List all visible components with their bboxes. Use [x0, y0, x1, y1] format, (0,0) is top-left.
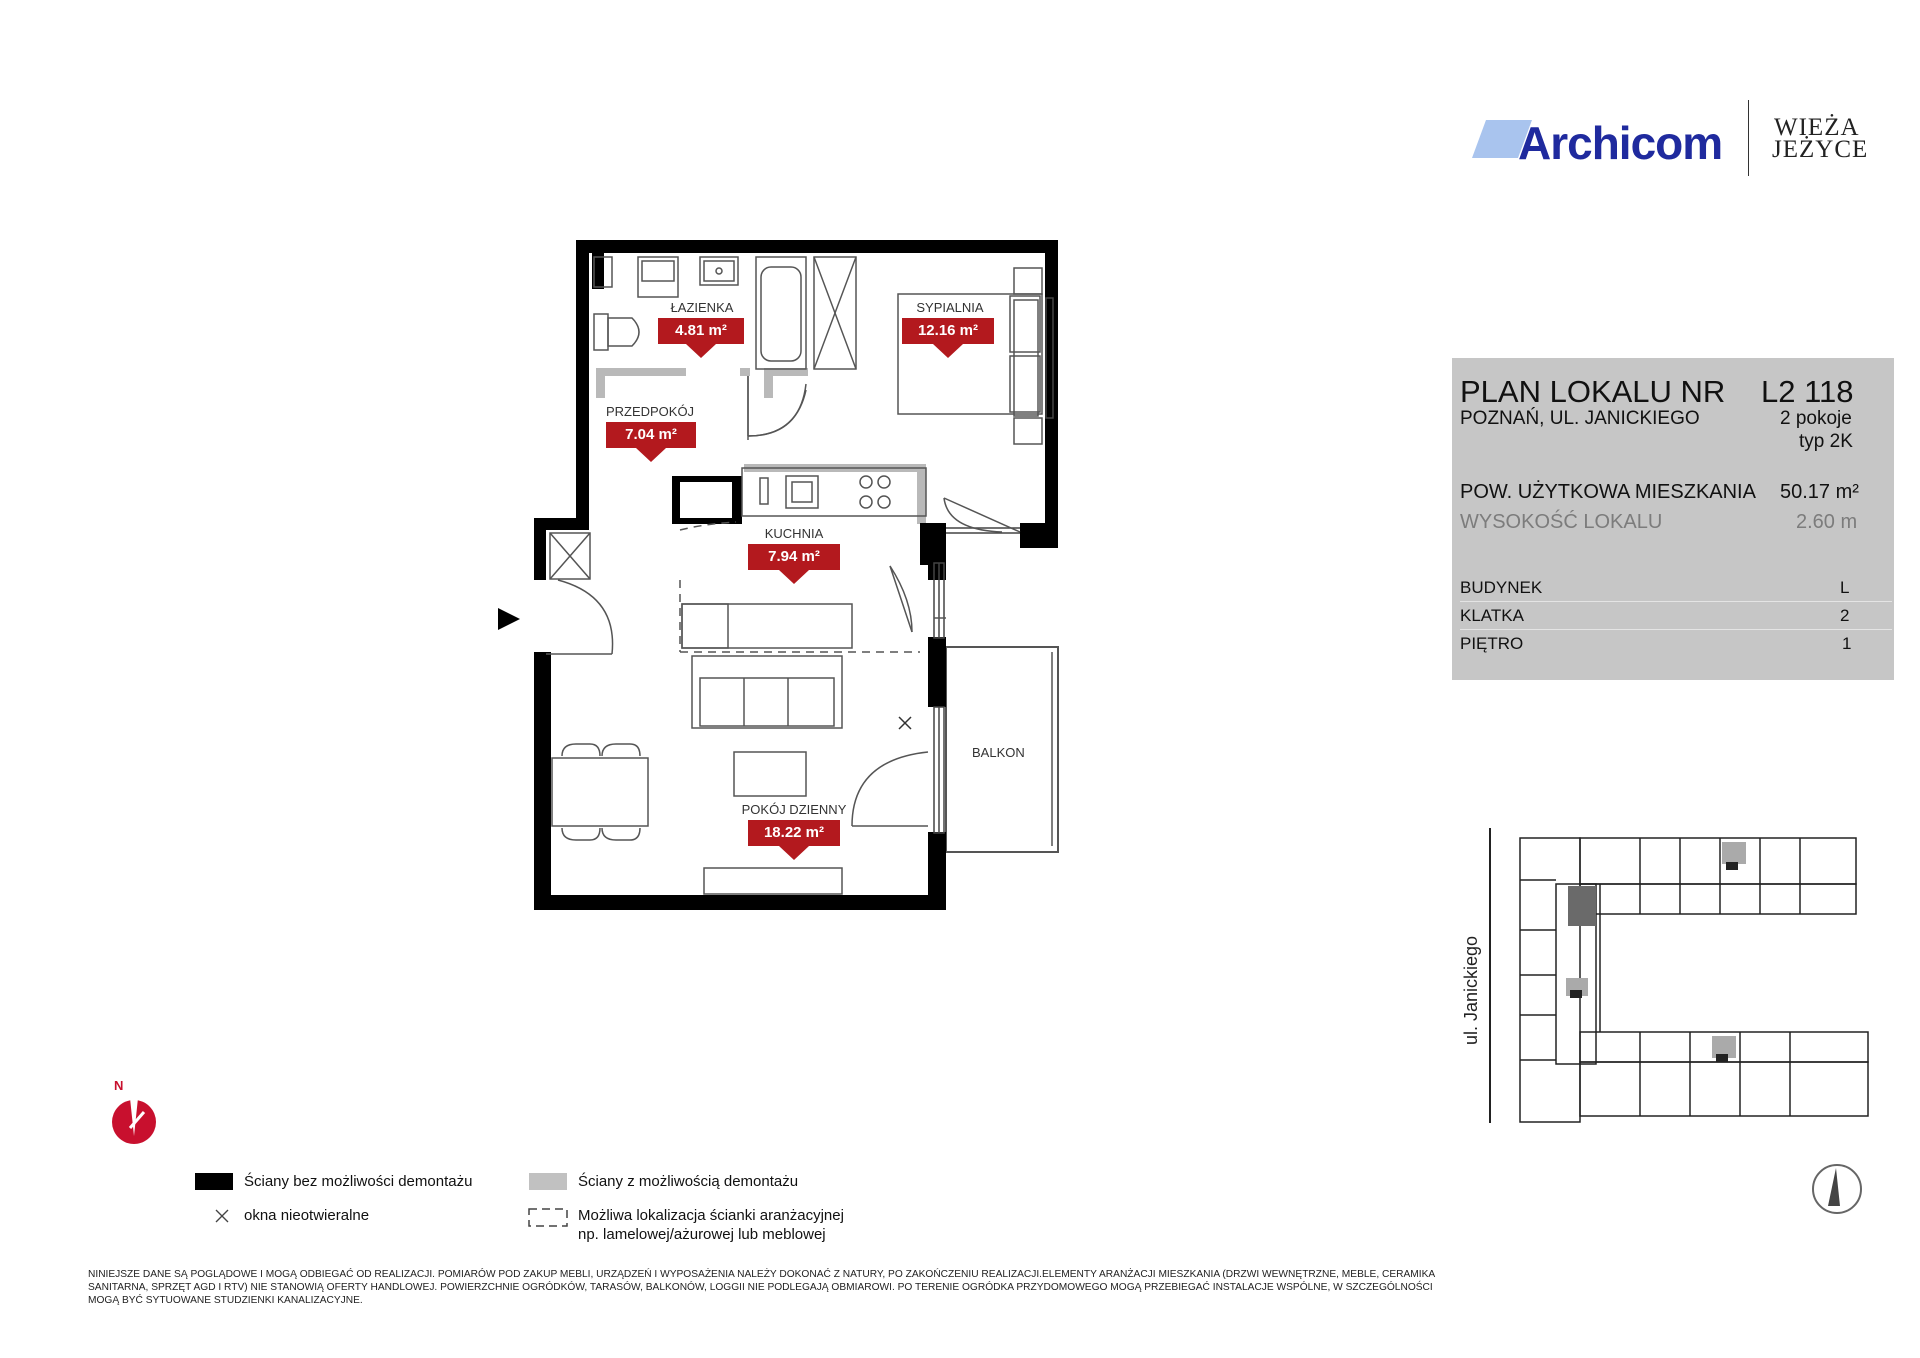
room-count: 2 pokoje	[1780, 408, 1852, 429]
disclaimer: NINIEJSZE DANE SĄ POGLĄDOWE I MOGĄ ODBIEGAĆ OD REALIZACJI. POMIARÓW POD ZAKUP MEBLI, URZĄDZEŃ I WYPOSAŻENIA NALEŻY DOKONAĆ Z NATURY, PO ZAKOŃCZENIU REALIZACJI.ELEMENTY ARANŻACJI MIESZKANIA (DRZWI WEWNĘTRZNE, MEBLE, CERAMIKA SANITARNA, SPRZĘT AGD I RTV) NIE STANOWIĄ OFERTY HANDLOWEJ. POWIERZCHNIE OGRÓDKÓW, TARASÓW, BALKONÓW, LOGGII NIE PODLEGAJĄ OBMIAROWI. PO TERENIE OGRÓDKA PRZYDOMOWEGO MOGĄ PRZEBIEGAĆ INSTALACJE WSPÓLNE, W SZCZEGÓLNOŚCI MOGĄ BYĆ SYTUOWANE STUDZIENKI KANALIZACYJNE.	[88, 1269, 1435, 1306]
dining-set	[552, 744, 648, 840]
legend-removable-walls: Ściany z możliwością demontażu	[578, 1173, 799, 1190]
area-badge-hall: 7.04 m²	[606, 422, 696, 448]
unit-address: POZNAŃ, UL. JANICKIEGO	[1460, 408, 1700, 429]
legend-removable-swatch	[529, 1173, 567, 1190]
archicom-logo-text: Archicom	[1518, 117, 1723, 169]
street-label: ul. Janickiego	[1461, 935, 1481, 1045]
room-name-balcony: BALKON	[972, 745, 1025, 760]
legend-fixed-swatch	[195, 1173, 233, 1190]
usable-area-value: 50.17 m²	[1780, 481, 1859, 503]
project-name-line1: WIEŻA	[1774, 114, 1860, 141]
unit-type: typ 2K	[1799, 431, 1853, 452]
hall-door	[748, 376, 806, 440]
kitchen-counter	[742, 468, 926, 516]
floor-label: PIĘTRO	[1460, 634, 1524, 653]
coffee-table	[734, 752, 806, 796]
area-badge-bathroom: 4.81 m²	[658, 318, 744, 344]
area-badge-kitchen: 7.94 m²	[748, 544, 840, 570]
staircase-value: 2	[1840, 606, 1850, 625]
floor-value: 1	[1842, 634, 1852, 653]
area-badge-living: 18.22 m²	[748, 820, 840, 846]
height-value: 2.60 m	[1796, 511, 1858, 533]
site-staircases	[1566, 842, 1746, 1058]
room-name-kitchen: KUCHNIA	[764, 526, 824, 541]
unit-number: L2 118	[1761, 374, 1854, 409]
room-name-bedroom: SYPIALNIA	[916, 300, 984, 315]
building-label: BUDYNEK	[1460, 578, 1543, 597]
sofa	[692, 656, 842, 728]
tv-cabinet	[704, 868, 842, 894]
legend-fixed-windows: okna nieotwieralne	[244, 1207, 370, 1224]
entry-door	[546, 533, 613, 654]
building-value: L	[1840, 578, 1850, 597]
legend-partition-line2: np. lamelowej/ażurowej lub meblowej	[578, 1226, 826, 1243]
staircase-label: KLATKA	[1460, 606, 1524, 625]
highlighted-unit	[1568, 886, 1596, 926]
entrance-arrow-icon	[498, 608, 520, 630]
legend-partition-swatch	[529, 1209, 567, 1226]
north-compass-icon	[112, 1098, 156, 1144]
room-name-hall: PRZEDPOKÓJ	[605, 404, 695, 419]
legend-fixed-walls: Ściany bez możliwości demontażu	[244, 1173, 473, 1190]
legend-window-icon	[216, 1210, 228, 1222]
room-name-living: POKÓJ DZIENNY	[741, 802, 847, 817]
project-name-line2: JEŻYCE	[1772, 136, 1869, 163]
height-label: WYSOKOŚĆ LOKALU	[1460, 511, 1663, 533]
usable-area-label: POW. UŻYTKOWA MIESZKANIA	[1460, 481, 1756, 503]
site-plan	[1490, 828, 1868, 1123]
plan-title: PLAN LOKALU NR	[1460, 374, 1726, 409]
area-badge-bedroom: 12.16 m²	[902, 318, 994, 344]
north-label: N	[114, 1078, 124, 1093]
legend-partition-line1: Możliwa lokalizacja ścianki aranżacyjnej	[578, 1207, 844, 1224]
site-compass-icon	[1813, 1165, 1861, 1213]
room-name-bathroom: ŁAZIENKA	[670, 300, 734, 315]
fixed-window-icon	[899, 717, 911, 729]
